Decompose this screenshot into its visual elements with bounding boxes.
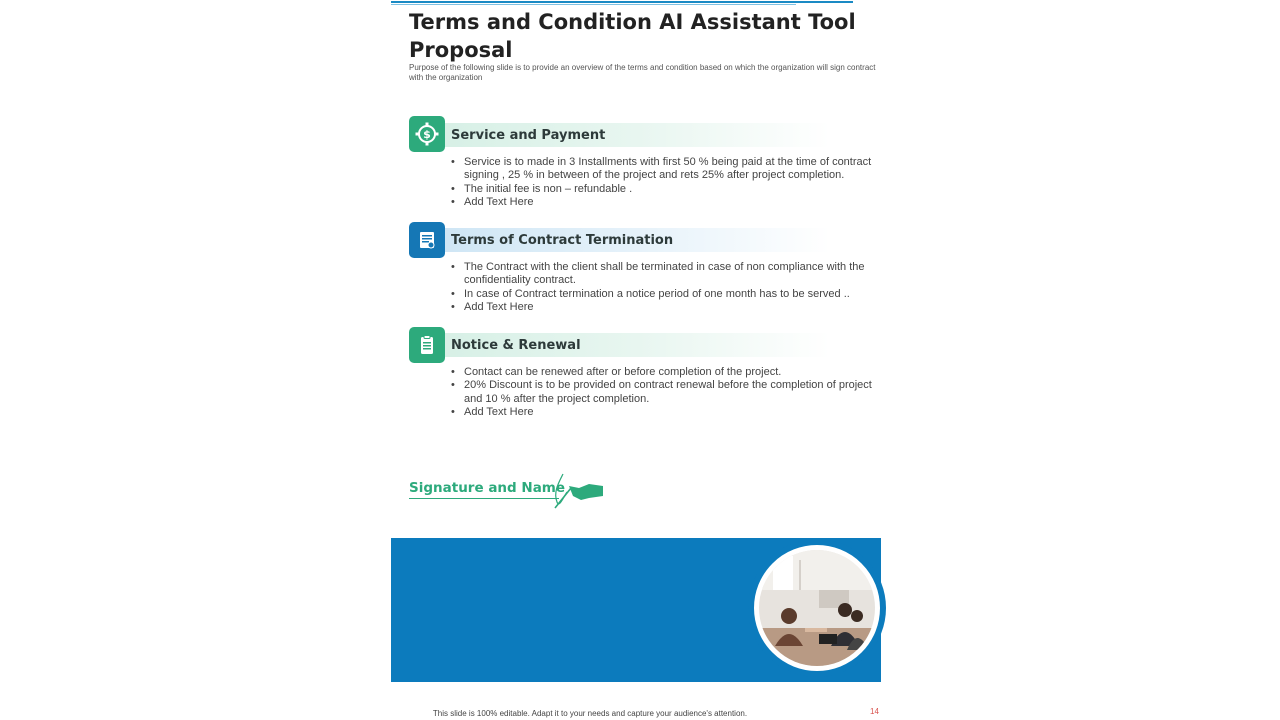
list-item: • Add Text Here — [451, 301, 881, 314]
contract-termination-list — [451, 261, 881, 314]
list-item: • 20% Discount is to be provided on contract renewal before the completion of project and 10 % after the project completion. — [451, 379, 881, 406]
signature-line — [409, 498, 559, 499]
svg-text:$: $ — [423, 128, 431, 141]
section-heading-contract-termination: Terms of Contract Termination — [445, 228, 830, 252]
photo-frame — [748, 539, 886, 677]
section-heading-service-payment: Service and Payment — [445, 123, 830, 147]
notice-renewal-list — [451, 366, 881, 419]
list-item: • Contact can be renewed after or before completion of the project. — [451, 366, 881, 379]
list-item: • In case of Contract termination a notice period of one month has to be served .. — [451, 288, 881, 301]
dollar-gear-icon — [409, 116, 445, 152]
list-item: • Service is to made in 3 Installments with first 50 % being paid at the time of contract signing , 25 % in between of the project and rets 25% after project completion. — [451, 156, 881, 183]
section-heading-notice-renewal: Notice & Renewal — [445, 333, 830, 357]
business-meeting-photo — [759, 550, 875, 666]
footer-note: This slide is 100% editable. Adapt it to your needs and capture your audience's attention. — [432, 709, 748, 718]
hand-pen-icon — [549, 472, 605, 517]
signature-label: Signature and Name — [409, 480, 566, 496]
list-item: • The initial fee is non – refundable . — [451, 183, 881, 196]
contract-document-icon — [409, 222, 445, 258]
top-accent-line — [391, 1, 853, 3]
list-item: • Add Text Here — [451, 196, 881, 209]
list-item: • Add Text Here — [451, 406, 881, 419]
page-title: Terms and Condition AI Assistant Tool Proposal — [409, 10, 856, 62]
list-item: • The Contract with the client shall be terminated in case of non compliance with the confidentiality contract. — [451, 261, 881, 288]
page-number: 14 — [870, 707, 879, 716]
top-accent-line-secondary — [391, 4, 796, 5]
service-payment-list — [451, 156, 881, 209]
clipboard-icon — [409, 327, 445, 363]
signature-block — [409, 472, 609, 512]
page-subtitle: Purpose of the following slide is to provide an overview of the terms and condition based on which the organization will sign contract with the organization — [409, 63, 876, 82]
